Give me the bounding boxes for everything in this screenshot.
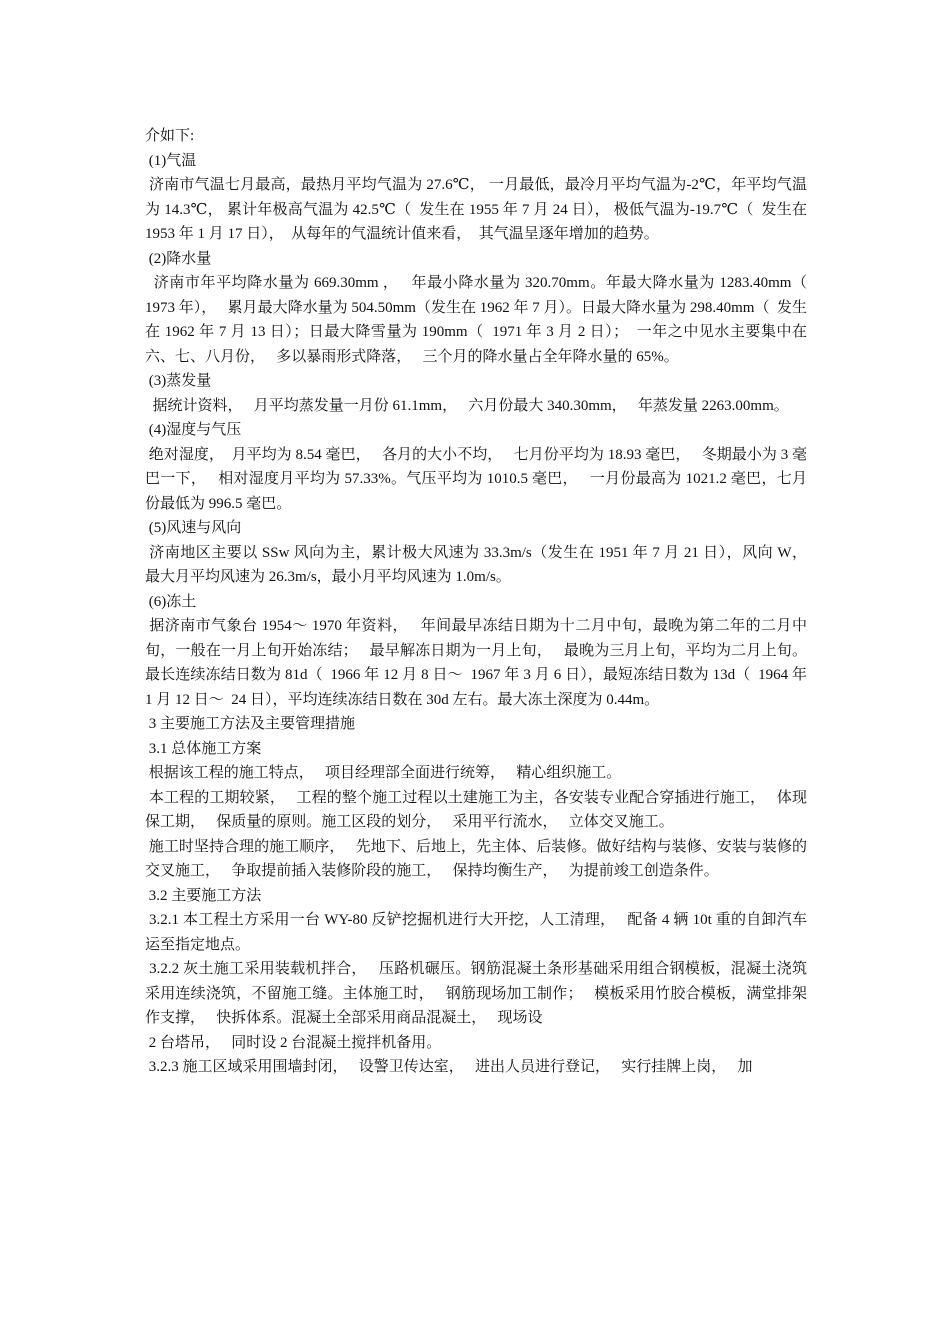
paragraph-temperature: 济南市气温七月最高，最热月平均气温为 27.6℃， 一月最低，最冷月平均气温为-2℃，年平均气温为 14.3℃， 累计年极高气温为 42.5℃（ 发生在 1955 年 7 月 24 日）， 极低气温为-19.7℃（ 发生在 1953 年 1 月 17 日）， 从每年的气温统计值来看， 其气温呈逐年增加的趋势。 xyxy=(145,177,811,242)
intro-text: 介如下: xyxy=(145,128,195,144)
heading-temperature: (1)气温 xyxy=(145,152,197,169)
paragraph-method-3-2-2-cont: 2 台塔吊， 同时设 2 台混凝土搅拌机备用。 xyxy=(145,1034,442,1051)
document-page xyxy=(145,124,819,1080)
heading-evaporation: (3)蒸发量 xyxy=(145,373,212,389)
paragraph-method-3-2-2: 3.2.2 灰土施工采用装载机拌合， 压路机碾压。钢筋混凝土条形基础采用组合钢模板，混凝土浇筑采用连续浇筑，不留施工缝。主体施工时， 钢筋现场加工制作； 模板采用竹胶合模板，满堂排架作支撑， 快拆体系。混凝土全部采用商品混凝土， 现场设 xyxy=(145,961,808,1026)
heading-humidity-pressure: (4)湿度与气压 xyxy=(145,422,242,438)
paragraph-frozen-soil: 据济南市气象台 1954～ 1970 年资料， 年间最早冻结日期为十二月中旬，最晚为第二年的二月中旬，一般在一月上旬开始冻结； 最早解冻日期为一月上旬， 最晚为三月上旬，平均为二月上旬。最长连续冻结日数为 81d（ 1966 年 12 月 8 日～ 1967 年 3 月 6 日），最短冻结日数为 13d（ 1964 年 1 月 12 日～ 24 日），平均连续冻结日数在 30d 左右。最大冻土深度为 0.44m。 xyxy=(145,618,811,708)
heading-wind: (5)风速与风向 xyxy=(145,520,242,536)
heading-frozen-soil: (6)冻土 xyxy=(145,593,197,610)
paragraph-method-3-2-1: 3.2.1 本工程土方采用一台 WY-80 反铲挖掘机进行大开挖，人工清理， 配备 4 辆 10t 重的自卸汽车运至指定地点。 xyxy=(145,912,807,953)
heading-overall-plan: 3.1 总体施工方案 xyxy=(145,740,262,757)
paragraph-humidity-pressure: 绝对湿度， 月平均为 8.54 毫巴， 各月的大小不均， 七月份平均为 18.93 毫巴， 冬期最小为 3 毫巴一下， 相对湿度月平均为 57.33%。气压平均为 1010.5 毫巴， 一月份最高为 1021.2 毫巴，七月份最低为 996.5 毫巴。 xyxy=(145,446,807,512)
heading-precipitation: (2)降水量 xyxy=(145,250,212,267)
heading-main-methods: 3.2 主要施工方法 xyxy=(145,887,262,904)
paragraph-precipitation: 济南市年平均降水量为 669.30mm ， 年最小降水量为 320.70mm。年最大降水量为 1283.40mm（ 1973 年）， 累月最大降水量为 504.50mm（发生在 1962 年 7 月）。日最大降水量为 298.40mm（ 发生在 1962 年 7 月 13 日）；日最大降雪量为 190mm（ 1971 年 3 月 2 日）； 一年之中见水主要集中在六、七、八月份， 多以暴雨形式降落， 三个月的降水量占全年降水量的 65%。 xyxy=(145,275,815,365)
heading-construction-methods: 3 主要施工方法及主要管理措施 xyxy=(145,716,356,732)
paragraph-plan-3: 施工时坚持合理的施工顺序， 先地下、后地上，先主体、后装修。做好结构与装修、安装与装修的交叉施工， 争取提前插入装修阶段的施工， 保持均衡生产， 为提前竣工创造条件。 xyxy=(145,838,807,879)
paragraph-wind: 济南地区主要以 SSw 风向为主，累计极大风速为 33.3m/s（发生在 1951 年 7 月 21 日），风向 W， 最大月平均风速为 26.3m/s，最小月平均风速为 1.0m/s。 xyxy=(145,544,819,585)
paragraph-plan-2: 本工程的工期较紧， 工程的整个施工过程以土建施工为主，各安装专业配合穿插进行施工， 体现保工期， 保质量的原则。施工区段的划分， 采用平行流水， 立体交叉施工。 xyxy=(145,789,807,830)
paragraph-plan-1: 根据该工程的施工特点， 项目经理部全面进行统筹， 精心组织施工。 xyxy=(145,765,622,781)
paragraph-method-3-2-3: 3.2.3 施工区域采用围墙封闭， 设警卫传达室， 进出人员进行登记， 实行挂牌上岗， 加 xyxy=(145,1059,753,1075)
paragraph-evaporation: 据统计资料， 月平均蒸发量一月份 61.1mm， 六月份最大 340.30mm， 年蒸发量 2263.00mm。 xyxy=(145,397,789,414)
